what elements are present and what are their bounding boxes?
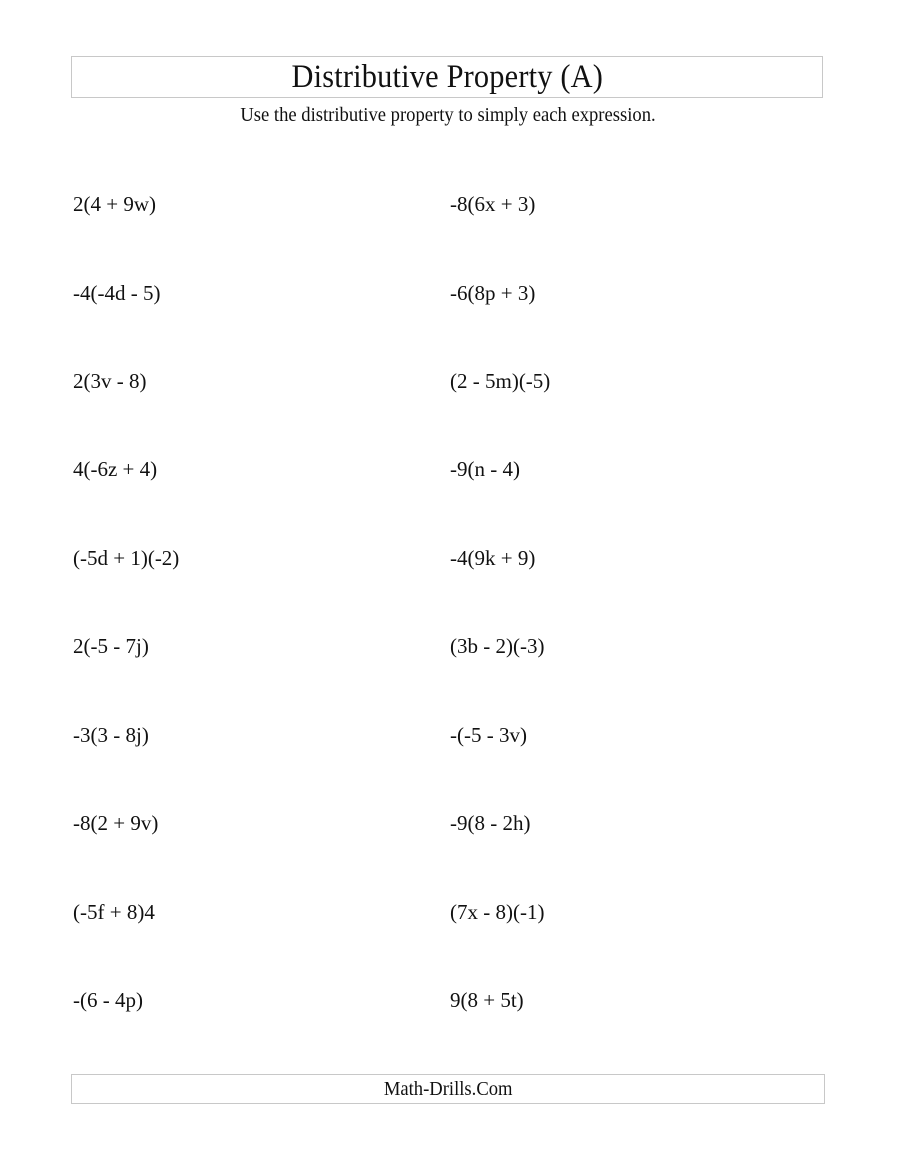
problem-right-5: -4(9k + 9) xyxy=(450,546,536,570)
problem-right-4: -9(n - 4) xyxy=(450,457,520,481)
instructions: Use the distributive property to simply each expression. xyxy=(240,104,656,126)
problem-right-9: (7x - 8)(-1) xyxy=(450,900,545,924)
problem-left-4: 4(-6z + 4) xyxy=(73,457,158,481)
problem-left-6: 2(-5 - 7j) xyxy=(73,634,149,658)
problem-right-1: -8(6x + 3) xyxy=(450,192,536,216)
problem-left-1: 2(4 + 9w) xyxy=(73,192,156,216)
worksheet-title: Distributive Property (A) xyxy=(291,59,603,95)
problem-left-8: -8(2 + 9v) xyxy=(73,811,159,835)
problem-right-6: (3b - 2)(-3) xyxy=(450,634,545,658)
problem-right-7: -(-5 - 3v) xyxy=(450,723,527,747)
footer-box xyxy=(71,1074,825,1104)
problem-left-2: -4(-4d - 5) xyxy=(73,281,161,305)
problem-left-10: -(6 - 4p) xyxy=(73,988,143,1012)
problem-left-7: -3(3 - 8j) xyxy=(73,723,149,747)
problem-left-9: (-5f + 8)4 xyxy=(73,900,155,924)
problem-right-8: -9(8 - 2h) xyxy=(450,811,531,835)
problem-right-2: -6(8p + 3) xyxy=(450,281,536,305)
problem-right-10: 9(8 + 5t) xyxy=(450,988,524,1012)
problem-left-3: 2(3v - 8) xyxy=(73,369,147,393)
problem-left-5: (-5d + 1)(-2) xyxy=(73,546,180,570)
footer-site-name: Math-Drills.Com xyxy=(383,1078,513,1100)
problem-right-3: (2 - 5m)(-5) xyxy=(450,369,551,393)
